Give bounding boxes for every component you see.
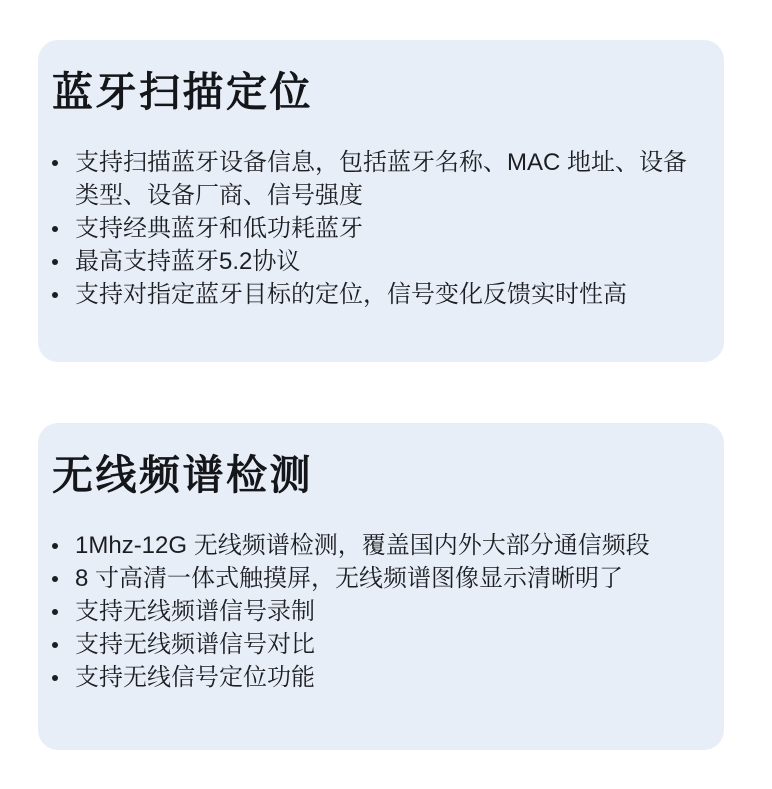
bullet-dot-icon <box>52 259 58 265</box>
list-item <box>52 661 706 694</box>
bullet-dot-icon <box>52 642 58 648</box>
card-title-spectrum: 无线频谱检测 <box>52 452 313 498</box>
card-title-bluetooth: 蓝牙扫描定位 <box>52 69 313 115</box>
bullet-text: 支持无线频谱信号对比 <box>75 631 315 658</box>
list-item <box>52 628 706 661</box>
bullet-dot-icon <box>52 543 58 549</box>
bullet-text: 支持对指定蓝牙目标的定位，信号变化反馈实时性高 <box>75 281 627 308</box>
bullet-dot-icon <box>52 292 58 298</box>
list-item <box>52 245 706 278</box>
bullet-text: 8 寸高清一体式触摸屏，无线频谱图像显示清晰明了 <box>75 565 624 592</box>
bullet-dot-icon <box>52 576 58 582</box>
bullet-dot-icon <box>52 609 58 615</box>
list-item <box>52 146 706 212</box>
bullet-text: 支持无线信号定位功能 <box>75 664 315 691</box>
list-item <box>52 562 706 595</box>
list-item <box>52 212 706 245</box>
bullet-dot-icon <box>52 226 58 232</box>
list-item <box>52 278 706 311</box>
feature-card-spectrum <box>38 423 724 750</box>
bullet-text: 1Mhz-12G 无线频谱检测，覆盖国内外大部分通信频段 <box>75 532 650 559</box>
bullet-text: 最高支持蓝牙5.2协议 <box>75 248 301 275</box>
feature-list-bluetooth <box>52 146 706 311</box>
list-item <box>52 529 706 562</box>
bullet-text: 支持扫描蓝牙设备信息，包括蓝牙名称、MAC 地址、设备类型、设备厂商、信号强度 <box>75 149 687 209</box>
list-item <box>52 595 706 628</box>
feature-card-bluetooth <box>38 40 724 362</box>
bullet-dot-icon <box>52 160 58 166</box>
bullet-dot-icon <box>52 675 58 681</box>
feature-list-spectrum <box>52 529 706 694</box>
bullet-text: 支持无线频谱信号录制 <box>75 598 315 625</box>
bullet-text: 支持经典蓝牙和低功耗蓝牙 <box>75 215 363 242</box>
